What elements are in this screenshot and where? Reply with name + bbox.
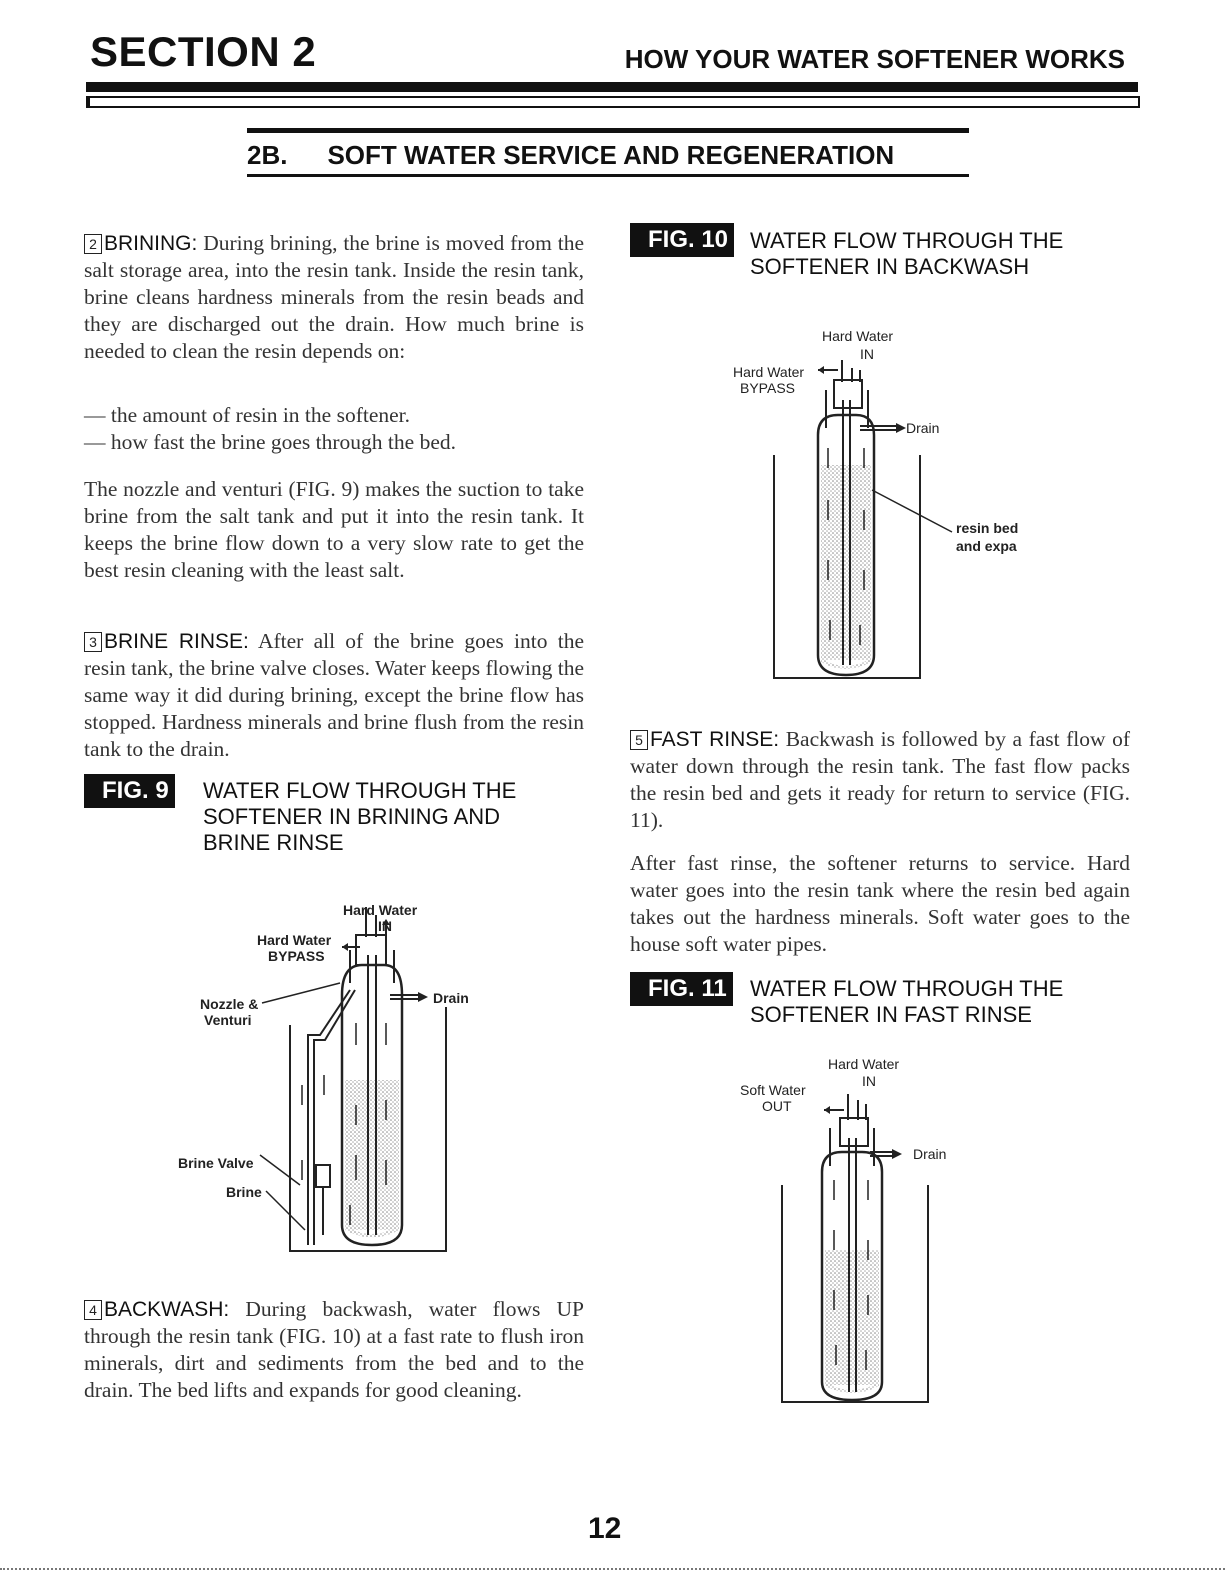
caption-line: SOFTENER IN BACKWASH	[750, 254, 1030, 279]
fig10-tag: FIG. 10	[630, 223, 734, 257]
step-number-badge: 4	[84, 1300, 102, 1320]
fig11-label-soft-out: Soft Water	[740, 1082, 806, 1098]
brine-rinse-text: After all of the brine goes into the resin tank, the brine valve closes. Water keeps flowing the same way it did during brining, except the brine flow has stopped. Hardness minerals and brine flush from the resin tank to the drain.	[84, 629, 584, 761]
fig10-label-bypass-2: BYPASS	[740, 380, 795, 396]
fast-rinse-heading: FAST RINSE:	[650, 728, 780, 751]
fig9-diagram	[190, 895, 470, 1255]
subsection-rule-top	[247, 128, 969, 133]
fig9-label-venturi: Venturi	[204, 1012, 252, 1028]
fig11-label-in: IN	[862, 1073, 876, 1089]
resin-bed	[825, 1250, 879, 1385]
fig9-label-bypass: Hard Water	[257, 932, 332, 948]
subsection-heading	[247, 140, 894, 171]
fig10-label-drain: Drain	[906, 420, 940, 436]
fig10-label-bypass: Hard Water	[733, 364, 805, 380]
caption-line: SOFTENER IN FAST RINSE	[750, 1002, 1032, 1027]
list-item: — the amount of resin in the softener.	[84, 403, 411, 427]
fig10-caption	[750, 228, 1063, 280]
fast-rinse-paragraph-2: After fast rinse, the softener returns to service. Hard water goes into the resin tank where the resin bed again takes out the hardness minerals. Soft water goes to the house soft water pipes.	[630, 851, 1130, 956]
fig9-tag: FIG. 9	[84, 774, 175, 808]
header-rule	[86, 82, 1138, 92]
step-number-badge: 5	[630, 730, 648, 750]
brining-text: During brining, the brine is moved from the salt storage area, into the resin tank. Inside the resin tank, brine cleans hardness minerals from the resin beads and they are discharged out the drain. How much brine is needed to clean the resin depends on:	[84, 231, 585, 363]
step-number-badge: 2	[84, 234, 102, 254]
brine-rinse-heading: BRINE RINSE:	[104, 630, 249, 653]
subsection-title: SOFT WATER SERVICE AND REGENERATION	[327, 140, 895, 170]
resin-bed	[345, 1080, 399, 1230]
fig11-label-drain: Drain	[913, 1146, 947, 1162]
brine-rinse-paragraph	[84, 628, 584, 763]
fig10-label-resin: resin bed	[956, 520, 1019, 536]
fig9-label-brine: Brine	[226, 1184, 262, 1200]
fig9-label-drain: Drain	[433, 990, 469, 1006]
brining-list	[84, 402, 584, 456]
brining-paragraph-2: The nozzle and venturi (FIG. 9) makes the suction to take brine from the salt tank and put it into the resin tank. It keeps the brine flow down to a very slow rate to get the best resin cleaning with the least salt.	[84, 477, 584, 582]
fig10-label-hard-in: Hard Water	[822, 328, 894, 344]
fig9-label-brine-valve: Brine Valve	[178, 1155, 254, 1171]
brining-heading: BRINING:	[104, 232, 198, 255]
backwash-paragraph	[84, 1296, 584, 1404]
fig9-label-nozzle: Nozzle &	[200, 996, 259, 1012]
fig10-label-resin-2: and expa	[956, 538, 1017, 554]
caption-line: WATER FLOW THROUGH THE	[750, 976, 1064, 1001]
caption-line: WATER FLOW THROUGH THE	[203, 778, 517, 803]
fig11-label-out: OUT	[762, 1098, 792, 1114]
fast-rinse-text: Backwash is followed by a fast flow of water down through the resin tank. The fast flow packs the resin bed and gets it ready for return to service (FIG. 11).	[630, 727, 1131, 832]
fig11-tag: FIG. 11	[630, 972, 733, 1006]
backwash-heading: BACKWASH:	[104, 1298, 230, 1321]
fig9-label-hard-in: Hard Water	[343, 902, 418, 918]
bottom-rule	[0, 1568, 1225, 1570]
header-rule-box	[86, 96, 1140, 108]
page-number: 12	[588, 1512, 622, 1545]
list-item: — how fast the brine goes through the bed.	[84, 430, 456, 454]
step-number-badge: 3	[84, 632, 102, 652]
fig9-label-in: IN	[378, 918, 392, 934]
caption-line: WATER FLOW THROUGH THE	[750, 228, 1064, 253]
fig11-diagram	[770, 1080, 1020, 1410]
caption-line: SOFTENER IN BRINING AND	[203, 804, 501, 829]
fig9-label-bypass-2: BYPASS	[268, 948, 325, 964]
subsection-number: 2B.	[247, 140, 288, 170]
fast-rinse-paragraph	[630, 726, 1130, 834]
fig11-caption	[750, 976, 1063, 1028]
backwash-text: During backwash, water flows UP through the resin tank (FIG. 10) at a fast rate to flush iron minerals, dirt and sediments from the bed and to the drain. The bed lifts and expands for good cleaning.	[84, 1297, 585, 1402]
fig10-label-in: IN	[860, 346, 874, 362]
caption-line: BRINE RINSE	[203, 830, 344, 855]
fig10-diagram	[760, 340, 1040, 685]
subsection-rule-bottom	[247, 174, 969, 177]
section-title: HOW YOUR WATER SOFTENER WORKS	[624, 44, 1125, 74]
section-number: SECTION 2	[90, 28, 317, 75]
fig9-caption	[203, 778, 516, 856]
fig11-label-hard-in: Hard Water	[828, 1056, 900, 1072]
brining-paragraph	[84, 230, 584, 365]
